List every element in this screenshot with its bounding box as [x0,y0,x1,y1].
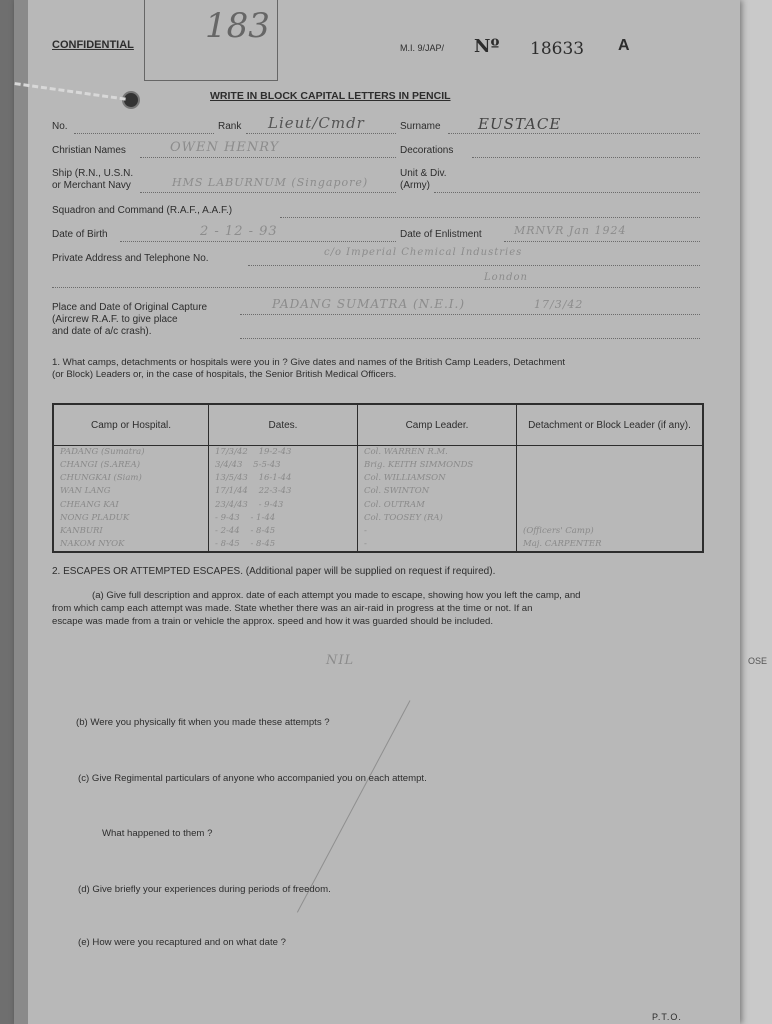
detachment-cell [517,512,704,525]
rank-value: Lieut/Cmdr [268,114,365,132]
rank-label: Rank [218,121,242,132]
ship-label-2: or Merchant Navy [52,180,131,191]
dates-cell [209,472,358,485]
table-row [53,538,703,552]
dates-cell [209,525,358,538]
dates-cell [209,512,358,525]
header-camp-leader: Camp Leader. [358,404,517,446]
capture-line-2 [240,338,700,339]
enlistment-line [504,241,700,242]
date-from: 13/5/43 [215,473,248,484]
stamp-number: 183 [205,6,270,46]
date-to: - 8-45 [250,525,276,536]
camps-table [52,403,704,553]
table-row [53,525,703,538]
dob-label: Date of Birth [52,229,108,240]
camp-cell: CHANGI (S.AREA) [53,459,209,472]
leader-cell: Brig. KEITH SIMMONDS [358,459,517,472]
confidential-label: CONFIDENTIAL [52,39,134,51]
address-value-1: c/o Imperial Chemical Industries [324,247,523,258]
leader-cell: Col. OUTRAM [358,498,517,511]
squadron-label: Squadron and Command (R.A.F., A.A.F.) [52,205,233,216]
number-label: Nº [474,36,500,57]
dates-cell [209,446,358,460]
q2-e: (e) How were you recaptured and on what date ? [78,937,286,948]
detachment-cell: (Officers' Camp) [517,525,704,538]
table-row [53,446,703,460]
address-line-2 [52,287,700,288]
capture-line-1 [240,314,700,315]
christian-line [140,157,396,158]
capture-label-2: (Aircrew R.A.F. to give place [52,314,178,325]
enlistment-label: Date of Enlistment [400,229,482,240]
detachment-cell [517,472,704,485]
date-from: 3/4/43 [215,460,243,471]
serial-number: 18633 [530,39,585,59]
dates-cell [209,498,358,511]
header-dates: Dates. [209,404,358,446]
q2-a-line-2: from which camp each attempt was made. State whether there was an air-raid in progress at the time or not. If an [52,603,533,614]
date-to: 5-5-43 [253,460,281,471]
dates-cell [209,485,358,498]
page-edge-shadow [14,0,28,1024]
date-to: 19-2-43 [258,447,292,458]
q2-c-sub: What happened to them ? [102,828,213,839]
surname-line [448,133,700,134]
unit-label-1: Unit & Div. [400,168,447,179]
instruction-heading: WRITE IN BLOCK CAPITAL LETTERS IN PENCIL [210,90,451,102]
leader-cell: Col. TOOSEY (RA) [358,512,517,525]
leader-cell: Col. WARREN R.M. [358,446,517,460]
table-row [53,512,703,525]
capture-date-value: 17/3/42 [534,298,584,311]
header-detachment: Detachment or Block Leader (if any). [517,404,704,446]
dob-value: 2 - 12 - 93 [200,224,278,239]
camp-cell: PADANG (Sumatra) [53,446,209,460]
camp-cell: NONG PLADUK [53,512,209,525]
detachment-cell: Maj. CARPENTER [517,538,704,552]
leader-cell: - [358,538,517,552]
stamp-box [144,0,278,81]
camp-cell: NAKOM NYOK [53,538,209,552]
unit-label-2: (Army) [400,180,430,191]
christian-names-label: Christian Names [52,145,126,156]
date-from: - 2-44 [215,525,240,536]
date-to: 16-1-44 [258,473,292,484]
date-from: 23/4/43 [215,499,248,510]
date-from: 17/1/44 [215,486,248,497]
q2-answer: NIL [326,653,355,668]
tag-string [13,82,126,110]
date-to: - 8-45 [250,538,276,549]
q2-a-line-1: (a) Give full description and approx. date of each attempt you made to escape, showing how you left the camp, and [92,590,581,601]
camp-cell: CHUNGKAI (Siam) [53,472,209,485]
camp-cell: WAN LANG [53,485,209,498]
surname-label: Surname [400,121,441,132]
dob-line [120,241,396,242]
date-from: - 9-43 [215,512,240,523]
leader-cell: Col. WILLIAMSON [358,472,517,485]
detachment-cell [517,459,704,472]
pto-label: P.T.O. [652,1012,682,1022]
detachment-cell [517,485,704,498]
q2-title: 2. ESCAPES OR ATTEMPTED ESCAPES. (Additional paper will be supplied on request if required). [52,566,496,577]
edge-text: OSE [748,656,768,666]
ship-line [140,192,396,193]
rank-line [246,133,396,134]
decorations-line [472,157,700,158]
camp-cell: KANBURI [53,525,209,538]
date-from: 17/3/42 [215,447,248,458]
table-header-row [53,404,703,446]
date-to: - 1-44 [250,512,276,523]
table-row [53,485,703,498]
capture-place-value: PADANG SUMATRA (N.E.I.) [272,297,466,311]
no-label: No. [52,121,68,132]
capture-label-3: and date of a/c crash). [52,326,152,337]
date-to: - 9-43 [258,499,284,510]
capture-label-1: Place and Date of Original Capture [52,302,208,313]
ship-value: HMS LABURNUM (Singapore) [172,176,369,189]
q2-a-line-3: escape was made from a train or vehicle the approx. speed and how it was guarded should be included. [52,616,494,627]
q2-b: (b) Were you physically fit when you made these attempts ? [76,717,330,728]
enlistment-value: MRNVR Jan 1924 [514,224,627,237]
date-from: - 8-45 [215,538,240,549]
serial-suffix: A [618,37,630,54]
ship-label-1: Ship (R.N., U.S.N. [52,168,134,179]
detachment-cell [517,446,704,460]
address-value-2: London [484,272,528,283]
date-to: 22-3-43 [258,486,292,497]
leader-cell: Col. SWINTON [358,485,517,498]
christian-names-value: OWEN HENRY [170,140,280,155]
dates-cell [209,459,358,472]
table-row [53,472,703,485]
leader-cell: - [358,525,517,538]
dates-cell [209,538,358,552]
q1-text-2: (or Block) Leaders or, in the case of hospitals, the Senior British Medical Officers. [52,369,397,380]
squadron-line [280,217,700,218]
q1-text-1: 1. What camps, detachments or hospitals were you in ? Give dates and names of the British Camp Leaders, Detachment [52,357,565,368]
table-row [53,459,703,472]
address-line-1 [248,265,700,266]
camp-cell: CHEANG KAI [53,498,209,511]
detachment-cell [517,498,704,511]
decorations-label: Decorations [400,145,454,156]
table-row [53,498,703,511]
q2-c: (c) Give Regimental particulars of anyone who accompanied you on each attempt. [78,773,427,784]
surname-value: EUSTACE [478,115,562,133]
header-camp: Camp or Hospital. [53,404,209,446]
address-label: Private Address and Telephone No. [52,253,209,264]
q2-d: (d) Give briefly your experiences during periods of freedom. [78,884,331,895]
no-line [74,133,214,134]
unit-line [434,192,700,193]
ref-prefix: M.I. 9/JAP/ [400,43,445,53]
